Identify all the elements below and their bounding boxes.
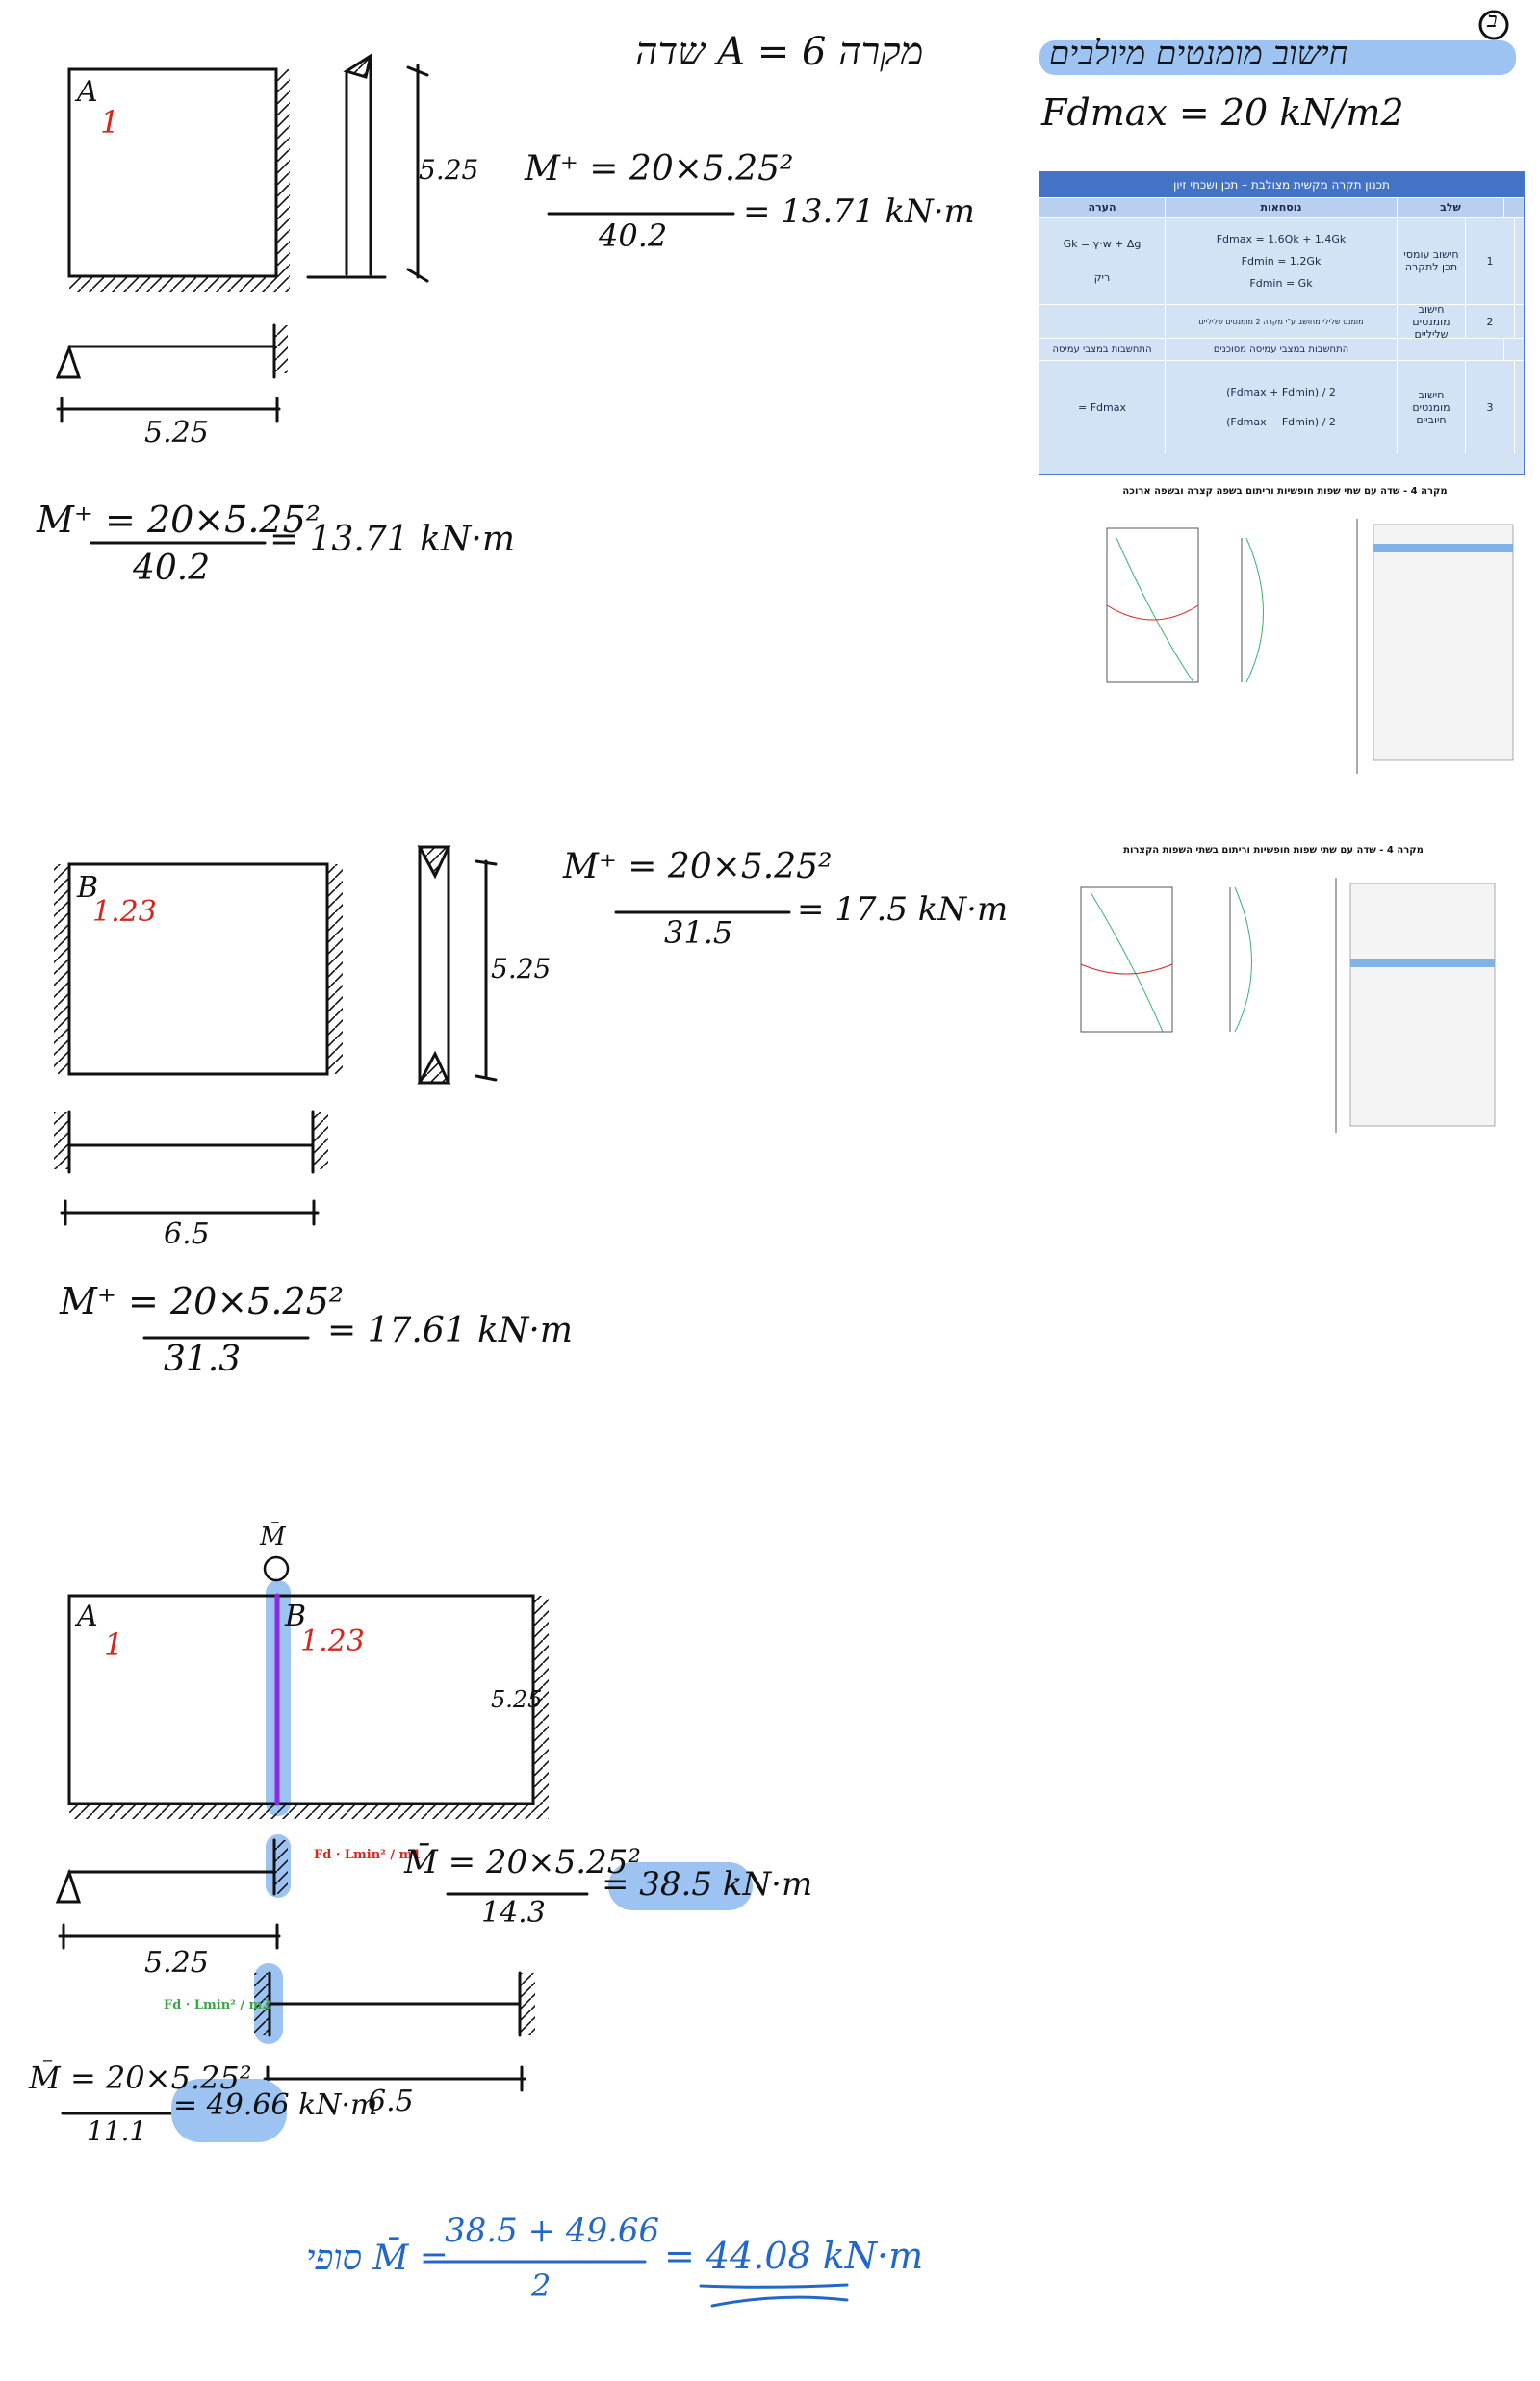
field-a-eq2-den: 40.2 bbox=[133, 549, 211, 588]
field-b-horizontal-beam bbox=[54, 1112, 328, 1224]
table-row1-f2: Fdmin = 1.2Gk bbox=[1241, 254, 1322, 268]
final-prefix: סופי M̄ = bbox=[306, 2239, 449, 2278]
case4-panel-title: מקרה 4 - שדה עם שתי שפות חופשיות וריתום בשפה קצרה ובשפה ארוכה bbox=[1122, 486, 1448, 497]
combined-eq-a-res: = 38.5 kN·m bbox=[602, 1865, 813, 1904]
field-b-span: 6.5 bbox=[164, 1217, 210, 1251]
field-a-span: 5.25 bbox=[144, 416, 209, 449]
field-b-dim: 5.25 bbox=[491, 953, 552, 985]
table-row1-f1: Fdmax = 1.6Qk + 1.4Gk bbox=[1216, 232, 1347, 245]
table-row2-text: מומנט שלילי מחושב ע"י מקרה 2 מומנטים שליליים bbox=[1166, 305, 1398, 338]
table-row1-f3: Fdmin = Gk bbox=[1249, 276, 1313, 290]
header-title: חישוב מומנטים מיולבים bbox=[1049, 35, 1348, 73]
field-a-eq1-num: M⁺ = 20×5.25² bbox=[525, 149, 794, 189]
table-col-step: שלב bbox=[1398, 198, 1504, 217]
combined-beam-b bbox=[254, 1963, 535, 2090]
combined-eq-b-den: 11.1 bbox=[87, 2115, 147, 2147]
field-a-slab bbox=[69, 69, 290, 292]
combined-note-m1: Fd · Lmin² / m1 bbox=[314, 1848, 422, 1862]
combined-eq-b-res: = 49.66 kN·m bbox=[173, 2088, 378, 2122]
table-row3-label: חישוב מומנטים חיוביים bbox=[1398, 361, 1466, 453]
table-row1-note2: ריק bbox=[1093, 271, 1111, 284]
design-steps-table bbox=[1039, 171, 1525, 475]
field-a-eq1-den: 40.2 bbox=[599, 218, 668, 254]
table-row1-label: חישוב עומסי תכן לתקרה bbox=[1398, 218, 1466, 304]
circle-label: ב bbox=[1487, 9, 1498, 33]
final-numerator: 38.5 + 49.66 bbox=[445, 2212, 660, 2250]
case4b-panel-title: מקרה 4 - שדה עם שתי שפות חופשיות וריתום בשתי השפות הקצרות bbox=[1123, 845, 1424, 856]
field-b-eq2-den: 31.3 bbox=[164, 1340, 242, 1379]
final-denominator: 2 bbox=[531, 2267, 552, 2304]
combined-eq-a-den: 14.3 bbox=[481, 1896, 546, 1930]
field-b-ratio: 1.23 bbox=[92, 895, 157, 929]
table-title: תכנון תקרה מקשית מצולבת – תכן ושכתי זיון bbox=[1040, 172, 1524, 197]
field-a-eq2-res: = 13.71 kN·m bbox=[270, 520, 516, 559]
field-b-vertical-beam bbox=[420, 847, 496, 1083]
field-b-eq1-den: 31.5 bbox=[664, 914, 733, 951]
field-a-horizontal-beam bbox=[58, 325, 288, 422]
field-a-eq2-num: M⁺ = 20×5.25² bbox=[37, 499, 321, 541]
combined-label-b: B bbox=[285, 1600, 307, 1633]
combined-ratio-a: 1 bbox=[104, 1626, 124, 1663]
field-b-eq2-num: M⁺ = 20×5.25² bbox=[60, 1280, 345, 1322]
case4-diagram bbox=[1049, 499, 1521, 779]
case4b-diagram bbox=[1038, 858, 1509, 1138]
table-row2-num: 2 bbox=[1466, 305, 1515, 338]
field-a-label: A bbox=[77, 75, 98, 109]
field-b-label: B bbox=[77, 871, 99, 905]
case4-panel-short bbox=[1038, 845, 1509, 1139]
table-row3-head-a: התחשבות במצבי עמיסה מסוכנים bbox=[1166, 339, 1398, 360]
field-b-eq1-res: = 17.5 kN·m bbox=[797, 890, 1009, 929]
case4-panel-long bbox=[1049, 486, 1521, 780]
combined-beam-a bbox=[58, 1834, 291, 1948]
field-a-vertical-beam bbox=[308, 56, 427, 281]
combined-eq-b-num: M̄ = 20×5.25² bbox=[29, 2060, 252, 2096]
table-col-formula: נוסחאות bbox=[1166, 198, 1398, 217]
field-a-ratio: 1 bbox=[100, 104, 120, 141]
combined-span-b: 6.5 bbox=[368, 2085, 414, 2118]
table-row3-f2: (Fdmax − Fdmin) / 2 bbox=[1226, 416, 1336, 428]
table-row3-f1: (Fdmax + Fdmin) / 2 bbox=[1226, 386, 1336, 398]
table-row3-num: 3 bbox=[1466, 361, 1515, 453]
fd-max-value: Fdmax = 20 kN/m2 bbox=[1041, 91, 1404, 134]
table-col-note: הערה bbox=[1040, 198, 1166, 217]
table-row1-note1: Gk = γ·w + Δg bbox=[1063, 238, 1142, 250]
combined-slab bbox=[69, 1557, 549, 1819]
combined-eq-a-num: M̄ = 20×5.25² bbox=[404, 1843, 642, 1882]
final-result: = 44.08 kN·m bbox=[664, 2235, 924, 2277]
combined-note-m2: Fd · Lmin² / m2 bbox=[164, 1998, 271, 2012]
combined-marker: M̄ bbox=[260, 1523, 286, 1551]
field-a-eq1-res: = 13.71 kN·m bbox=[743, 192, 975, 231]
table-row2-label: חישוב מומנטים שליליים bbox=[1398, 305, 1466, 338]
field-b-eq2-res: = 17.61 kN·m bbox=[327, 1311, 574, 1350]
combined-dim: 5.25 bbox=[491, 1686, 543, 1713]
field-b-eq1-num: M⁺ = 20×5.25² bbox=[563, 847, 833, 886]
combined-label-a: A bbox=[77, 1600, 98, 1633]
table-row3-f3: = Fdmax bbox=[1040, 361, 1166, 453]
section-heading: שדה A = מקרה 6 bbox=[635, 30, 924, 74]
table-row3-head-b: התחשבות במצבי עמיסה bbox=[1040, 339, 1166, 360]
combined-ratio-b: 1.23 bbox=[300, 1625, 365, 1658]
table-row1-num: 1 bbox=[1466, 218, 1515, 304]
field-a-dim: 5.25 bbox=[419, 154, 479, 186]
combined-span-a: 5.25 bbox=[144, 1946, 209, 1980]
